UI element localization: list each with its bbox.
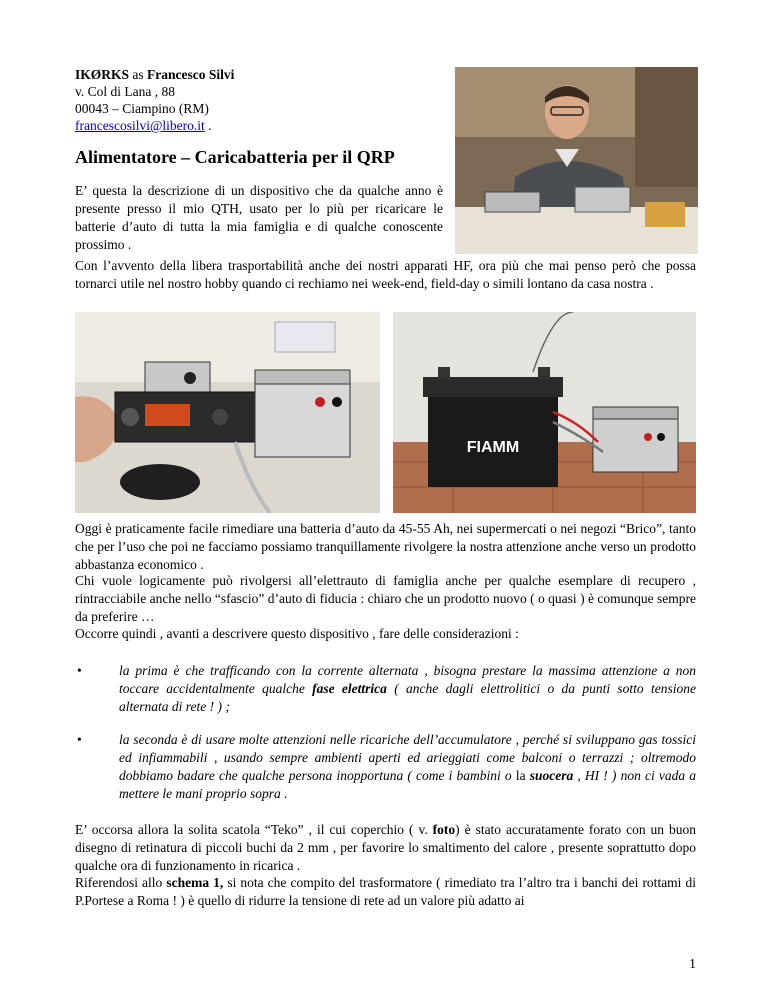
paragraph-schema [75,874,696,910]
paragraph-recovery: Chi vuole logicamente può rivolgersi all’elettrauto di famiglia anche per qualche esemplare di recupero , rintracciabile anche nello “sfascio” d’auto di fiducia : chiaro che un prodotto nuovo ( o quasi ) è comunque sempre da preferire … [75,573,696,624]
paragraph-battery: Oggi è praticamente facile rimediare una batteria d’auto da 45-55 Ah, nei supermercati o nei negozi “Brico”, tanto che per l’uso che poi ne facciamo possiamo tranquillamente rivolgere la nostra attenzione anche verso un prodotto abbastanza economico . [75,521,696,572]
street-address: v. Col di Lana , 88 [75,84,175,99]
bullet-1-text-a: la prima è che trafficando con la corrente alternata , bisogna prestare la massima attenzione a non toccare accidentalmente qualche [119,663,696,696]
city-address: 00043 – Ciampino (RM) [75,101,209,116]
paragraph-intro: E’ questa la descrizione di un dispositivo che da qualche anno è presente presso il mio QTH, usato per lo più per ricaricare le batterie d’auto di tutta la mia famiglia e di qualche conoscente prossimo . [75,183,443,252]
radio-setup-drawing [75,312,380,513]
list-item [75,731,696,803]
author-photo-drawing [455,67,698,254]
email-suffix: . [208,118,212,133]
author-line [75,66,234,83]
author-photo [455,67,698,254]
bullet-2-text-c: , HI ! ) non ci vada a mettere le mani proprio sopra . [119,768,697,801]
author-name: Francesco Silvi [147,67,235,82]
p7-text-a: Riferendosi allo [75,875,167,890]
as-word: as [132,67,144,82]
bullet-1-text-c: ( anche dagli elettrolitici o da punti sotto tensione alternata di rete ! ) ; [119,681,696,714]
page-title: Alimentatore – Caricabatteria per il QRP [75,147,395,167]
p7-schema: schema 1, [166,875,224,890]
radio-setup-photo [75,312,380,513]
bullet-2-la: la [515,768,526,783]
battery-drawing [393,312,696,513]
list-item [75,662,696,716]
email-line [75,117,234,134]
callsign: IKØRKS [75,67,130,82]
p6-text-a: E’ occorsa allora la solita scatola “Teko” , il cui coperchio ( v. [75,822,433,837]
paragraph-teko-box [75,821,696,875]
paragraph-considerations: Occorre quindi , avanti a descrivere questo dispositivo , fare delle considerazioni : [75,626,519,641]
bullet-glyph: • [77,732,82,747]
bullet-glyph: • [77,663,82,678]
battery-photo [393,312,696,513]
page-number: 1 [689,957,696,972]
battery-brand-label: FIAMM [466,439,520,456]
paragraph-transport: Con l’avvento della libera trasportabilità anche dei nostri apparati HF, ora più che mai penso però che possa tornarci utile nel nostro hobby quando ci rechiamo nei week-end, field-day o simili lontano da casa nostra . [75,258,696,291]
email-link[interactable]: francescosilvi@libero.it [75,118,205,133]
p6-foto: foto [432,822,456,837]
author-block [75,66,234,134]
p6-text-c: ) è stato accuratamente forato con un buon disegno di retinatura di piccoli buchi da 2 mm , per favorire lo smaltimento del calore , presente soprattutto dopo qualche ora di funzionamento in ricarica . [75,822,696,873]
considerations-list [75,662,696,818]
bullet-2-emphasis: suocera [529,768,574,783]
p7-text-c: si nota che compito del trasformatore ( rimediato tra l’altro tra i banchi dei rottami di P.Portese a Roma ! ) è quello di ridurre la tensione di rete ad un valore più adatto ai [75,875,696,908]
bullet-2-text-a: la seconda è di usare molte attenzioni nelle ricariche dell’accumulatore , perché si sviluppano gas tossici ed infiammabili , usando sempre ambienti aperti ed arieggiati come balconi o terrazzi ; oltremodo dobbiamo badare che qualche persona inopportuna ( come i bambini o [119,732,696,783]
bullet-1-emphasis: fase elettrica [312,681,387,696]
